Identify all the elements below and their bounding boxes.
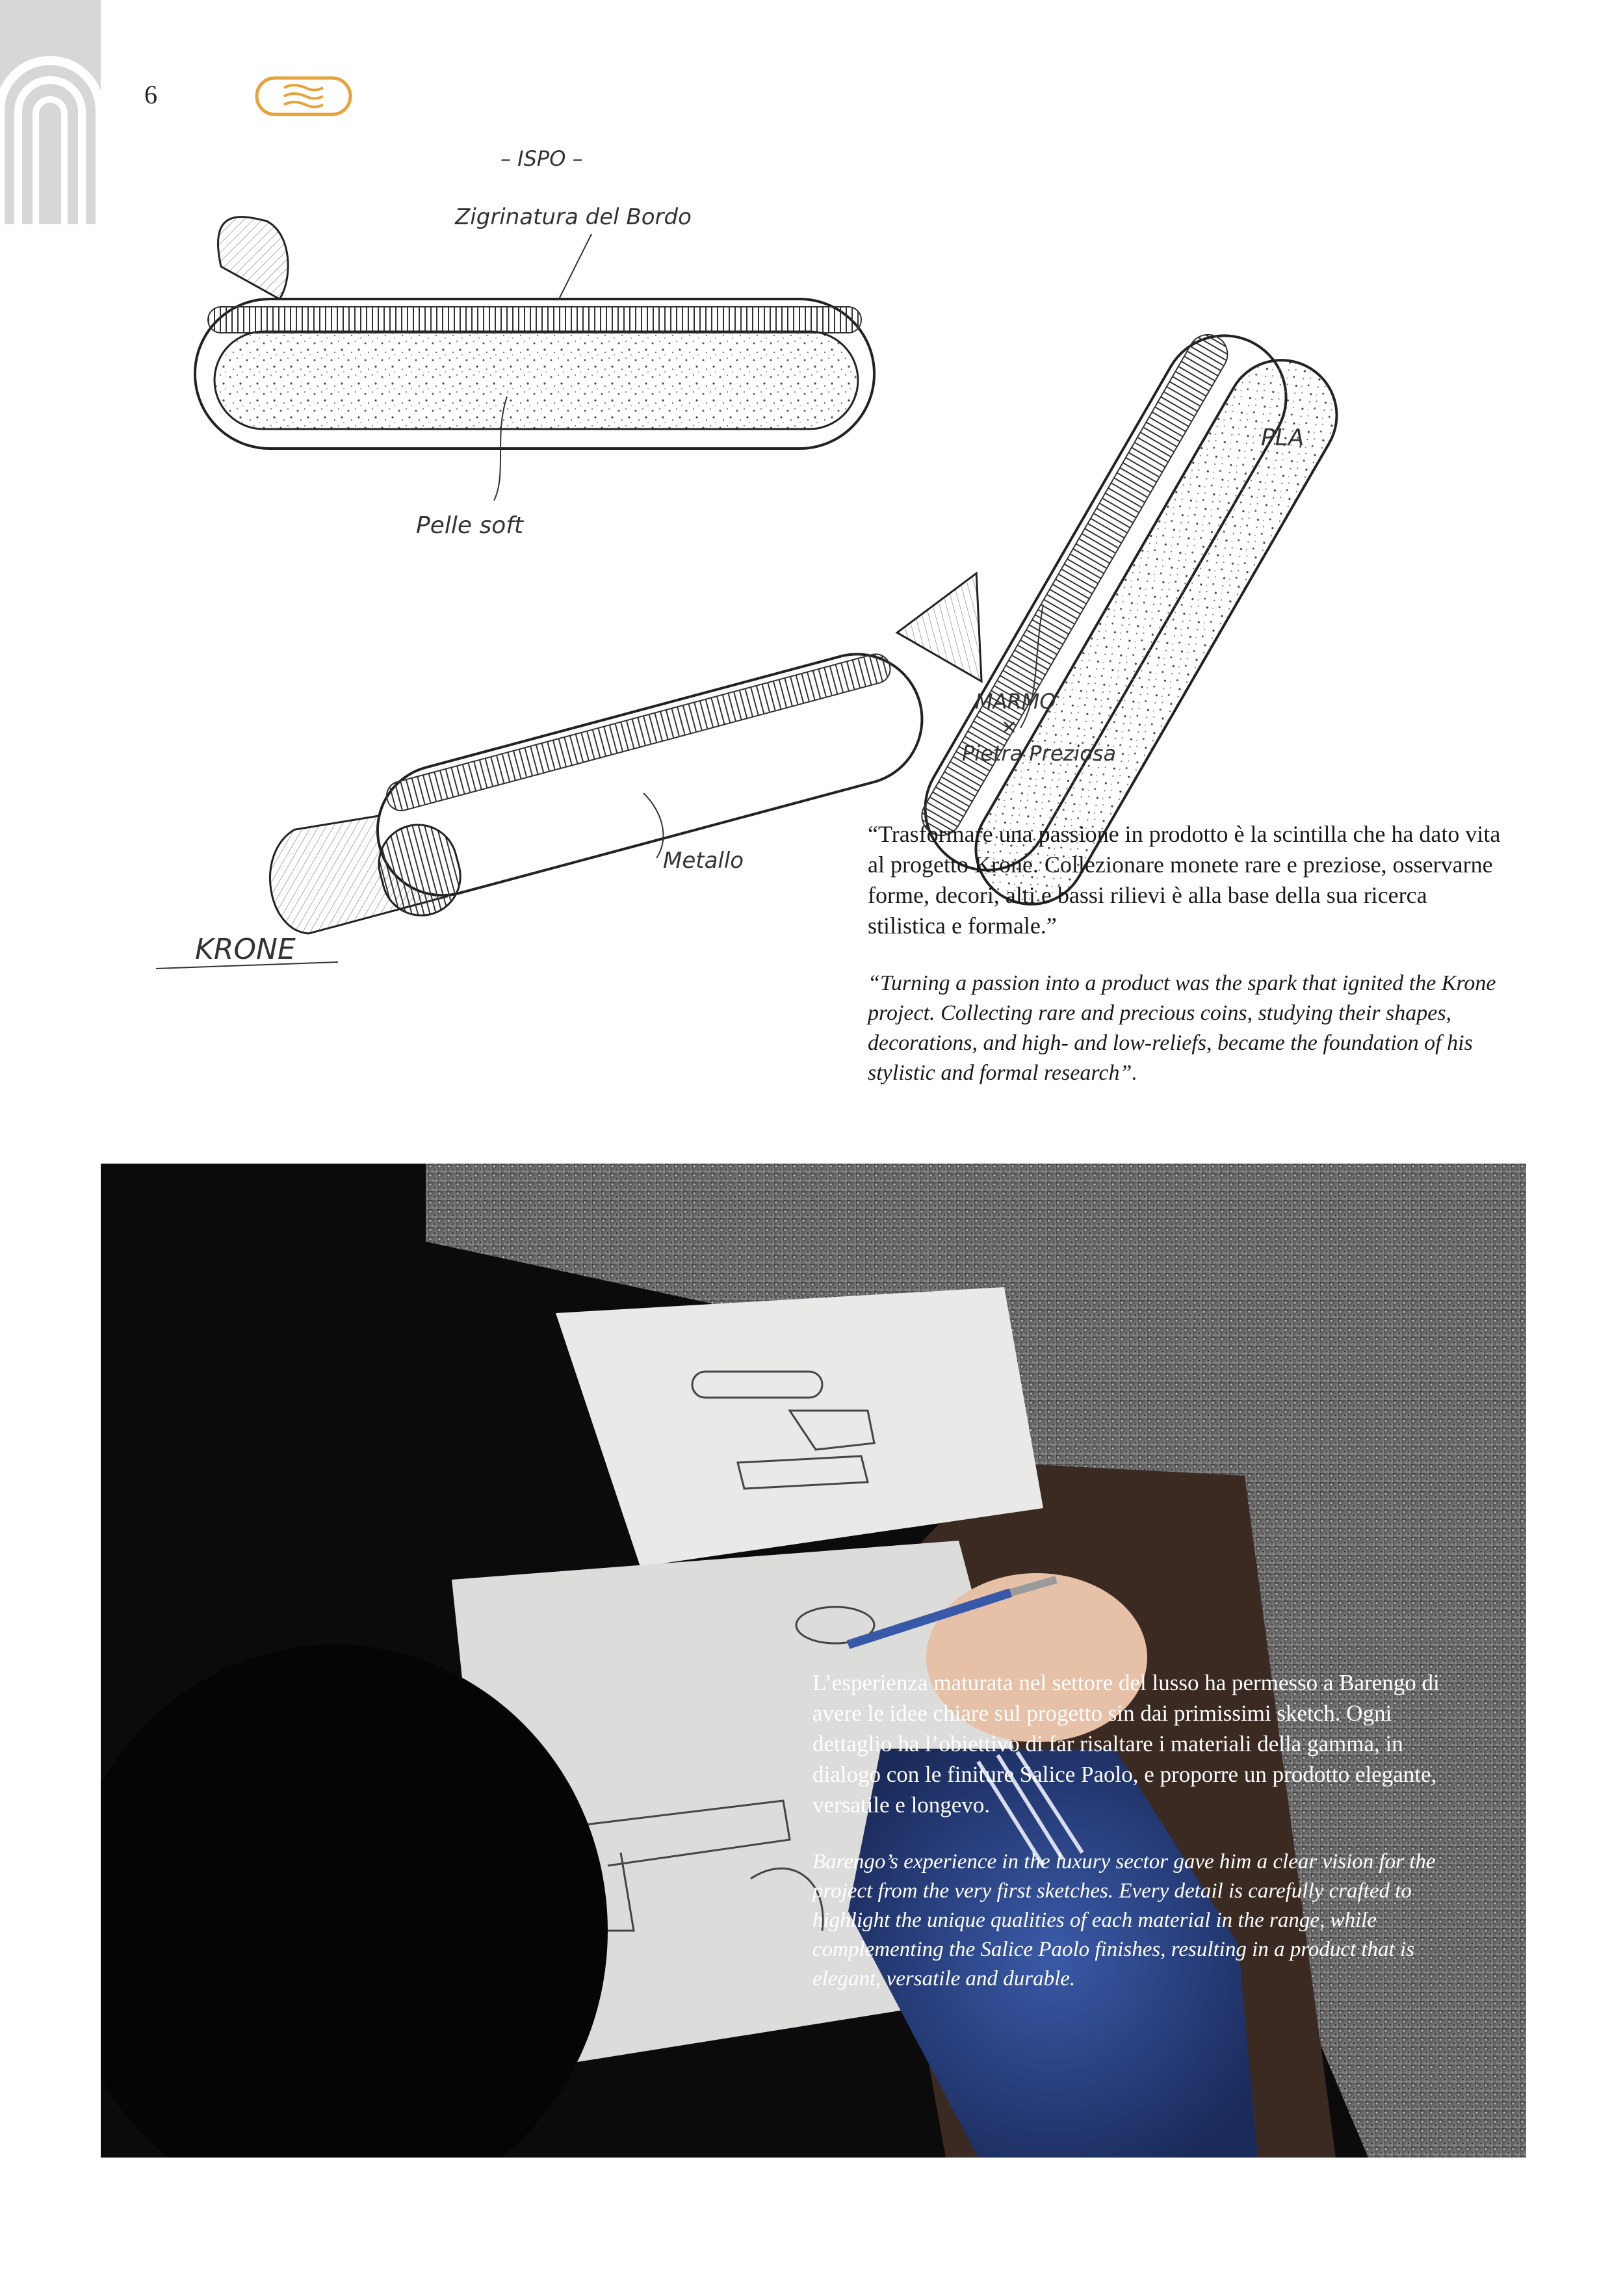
page-number: 6 (144, 80, 157, 109)
sketch-label-top: – ISPO – (500, 146, 583, 171)
sketch-signature: KRONE (195, 933, 296, 966)
sketch-label-pietra: Pietra Preziosa (962, 741, 1117, 766)
photo-caption (812, 1667, 1462, 1994)
sketch-label-top-note: Zigrinatura del Bordo (455, 204, 692, 230)
sketch-handle-leather (195, 217, 874, 501)
photo-caption-english: Barengo’s experience in the luxury sector gave him a clear vision for the project from the very first sketches. Every detail is carefully crafted to highlight the unique qualities of each material in the range, while complementing the Salice Paolo finishes, resulting in a product that is elegant, versatile and durable. (812, 1850, 1436, 1990)
sketch-label-pla: PLA (1261, 424, 1305, 451)
quote-english: “Turning a passion into a product was the spark that ignited the Krone project. Collecting rare and precious coins, studying their shapes, decorations, and high- and low-reliefs, became the foundation of his stylistic and formal research”. (868, 971, 1496, 1085)
sketch-label-pelle: Pelle soft (416, 512, 524, 539)
corner-tab (0, 0, 101, 224)
arch-icon (0, 0, 101, 224)
designer-sketching-photo (101, 1164, 1526, 2158)
quote-italian: “Trasformare una passione in prodotto è la scintilla che ha dato vita al progetto Krone. Collezionare monete rare e preziose, osservarne forme, decori, alti e bassi rilievi è alla base della sua ricerca stilistica e formale.” (868, 821, 1501, 939)
sketch-handle-metal (250, 640, 940, 953)
quote-block (868, 819, 1505, 1088)
photo-illustration (101, 1164, 1526, 2158)
sketch-label-marmo-x: × (1001, 716, 1018, 738)
sketch-label-metallo: Metallo (663, 848, 744, 874)
photo-caption-italian: L’esperienza maturata nel settore del lusso ha permesso a Barengo di avere le idee chiare sul progetto sin dai primissimi sketch. Ogni dettaglio ha l’obiettivo di far risaltare i materiali della gamma, in dialogo con le finiture Salice Paolo, e proporre un prodotto elegante, versatile e longevo. (812, 1670, 1440, 1818)
salice-paolo-logo-icon (255, 76, 352, 116)
sketch-label-marmo: MARMO (975, 689, 1056, 714)
